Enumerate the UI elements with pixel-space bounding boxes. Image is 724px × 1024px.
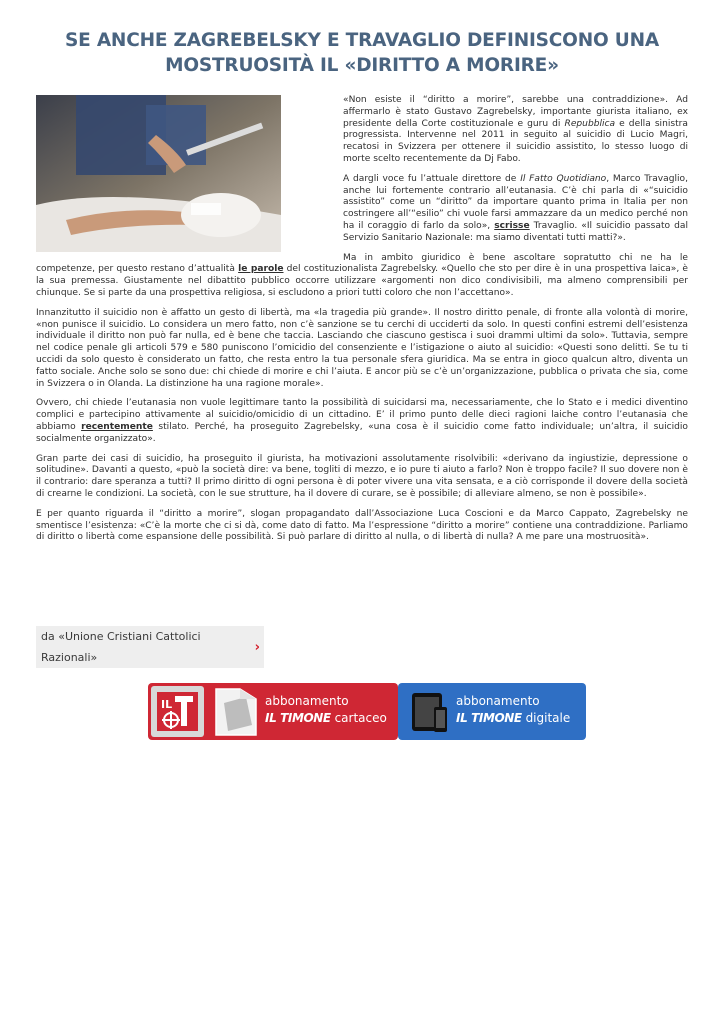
paragraph-7: E per quanto riguarda il “diritto a morire”, slogan propagandato dall’Associazione Luca Coscioni e da Marco Cappato, Zagrebelsky ne smentisce l’esistenza: «C’è la morte che ci si dà, come dato di fatto. Ma l’espressione “diritto a morire” contiene una contraddizione. Parliamo di diritto o libertà come espansione delle possibilità. Si può parlare di diritto al nulla, o di libertà di nulla? A me pare una mostruosità». (36, 508, 688, 543)
print-subscription-button[interactable] (148, 683, 398, 740)
chevron-right-icon: › (254, 640, 260, 655)
tablet-phone-icon (408, 689, 450, 735)
digital-subscription-sub: IL TIMONE digitale (456, 711, 571, 725)
paragraph-4: Innanzitutto il suicidio non è affatto un gesto di libertà, ma «la tragedia più grande». Il nostro diritto penale, di fronte alla volontà di morire, «non punisce il suicidio. Lo considera un mero fatto, non c’è sanzione se tu cerchi di ucciderti da solo. In questi confini estremi dell’esistenza individuale il diritto non può far nulla, ed è bene che taccia. Lasciando che ciascuno gestisca i suoi drammi ultimi da solo». Tuttavia, sempre nel codice penale gli articoli 579 e 580 puniscono l’omicidio del consenziente e l’istigazione o aiuto al suicidio: «Questi sono delitti. Se tu ti uccidi da solo questo è considerato un fatto, che resta entro la tua personale sfera giuridica. Ma se entra in gioco qualcun altro, diventa un fatto sociale. Anche solo se sono due: chi chiede di morire e chi l’aiuta. E ancor più se c’è un’organizzazione, pubblica o privata che sia, come in Svizzera o in Olanda. La distinzione ha una ragione morale». (36, 307, 688, 389)
source-line-2: Razionali» (41, 651, 98, 664)
digital-subscription-button[interactable] (398, 683, 586, 740)
paragraph-6: Gran parte dei casi di suicidio, ha proseguito il giurista, ha motivazioni assolutamente risolvibili: «derivano da ingiustizie, depressione o solitudine». Davanti a questo, «può la società dire: va bene, togliti di mezzo, e io pure ti aiuto a farlo? Non è troppo facile? Il suo dovere non è il contrario: dare speranza a tutti? Il primo diritto di ogni persona è di poter vivere una vita sensata, e a ciò corrisponde il dovere della società di crearne le condizioni. La società, con le sue strutture, ha il dovere di curare, se è possibile; di alleviare almeno, se non è possibile». (36, 453, 688, 499)
repubblica-text: Repubblica (564, 118, 616, 129)
subscription-banner (148, 683, 586, 740)
print-subscription-label: abbonamento (265, 694, 349, 708)
svg-text:IL: IL (161, 698, 173, 711)
hospital-photo (36, 95, 281, 252)
source-link-box[interactable] (36, 626, 264, 668)
paragraph-1: «Non esiste il “diritto a morire”, sarebbe una contraddizione». Ad affermarlo è stato Gustavo Zagrebelsky, importante giurista italiano, ex presidente della Corte costituzionale e guru di Repubblica e della sinistra progressista. Intervenne nel 2011 in seguito al suicidio di Lucio Magri, recatosi in Svizzera per ottenere il suicidio assistito, lo stesso luogo di morte scelto recentemente da Dj Fabo. (343, 95, 688, 164)
le-parole-link[interactable]: le parole (238, 264, 284, 275)
magazine-icon (210, 685, 260, 738)
print-subscription-sub: IL TIMONE cartaceo (265, 711, 387, 725)
paragraph-2: A dargli voce fu l’attuale direttore de Il Fatto Quotidiano, Marco Travaglio, anche lui fortemente contrario all’eutanasia. C’è chi parla di «“suicidio assistito” come un “diritto” da importare quanto prima in Italia per non costringere all’“esilio” chi vuole farsi ammazzare da un medico perché non ha il coraggio di farlo da solo», scrisse Travaglio. «Il suicidio passato dal Servizio Sanitario Nazionale: ma siamo diventati tutti matti?». (343, 173, 688, 243)
digital-subscription-label: abbonamento (456, 694, 540, 708)
scrisse-link[interactable]: scrisse (494, 220, 530, 231)
hospital-photo-art (36, 95, 281, 252)
title-line-1: SE ANCHE ZAGREBELSKY E TRAVAGLIO DEFINISCONO UNA (65, 30, 659, 51)
paragraph-3: Ma in ambito giuridico è bene ascoltare sopratutto chi ne ha le competenze, per questo restano d’attualità le parole del costituzionalista Zagrebelsky. «Quello che sto per dire è in una prospettiva laica», è la sua premessa. Giustamente nel dibattito pubblico occorre utilizzare «argomenti non dico condivisibili, ma almeno comprensibili per chiunque. Se si parte da una prospettiva religiosa, si escludono a priori tutti coloro che non l’accettano». (36, 252, 688, 298)
article-body (36, 95, 688, 552)
paragraph-5: Ovvero, chi chiede l’eutanasia non vuole legittimare tanto la possibilità di suicidarsi ma, necessariamente, che lo Stato e i medici diventino complici e partecipino attivamente al suicidio/omicidio di un cittadino. E’ il primo punto delle dieci ragioni laiche contro l’eutanasia che abbiamo recentemente stilato. Perché, ha proseguito Zagrebelsky, «una cosa è il suicidio come fatto individuale; un’altra, il suicidio socialmente organizzato». (36, 398, 688, 444)
article-title (60, 28, 664, 78)
il-timone-logo (151, 686, 204, 737)
source-line-1: da «Unione Cristiani Cattolici (41, 630, 201, 643)
fatto-quotidiano-text: Il Fatto Quotidiano (520, 173, 607, 184)
title-line-2: MOSTRUOSITÀ IL «DIRITTO A MORIRE» (165, 55, 559, 76)
recentemente-link[interactable]: recentemente (81, 421, 153, 432)
